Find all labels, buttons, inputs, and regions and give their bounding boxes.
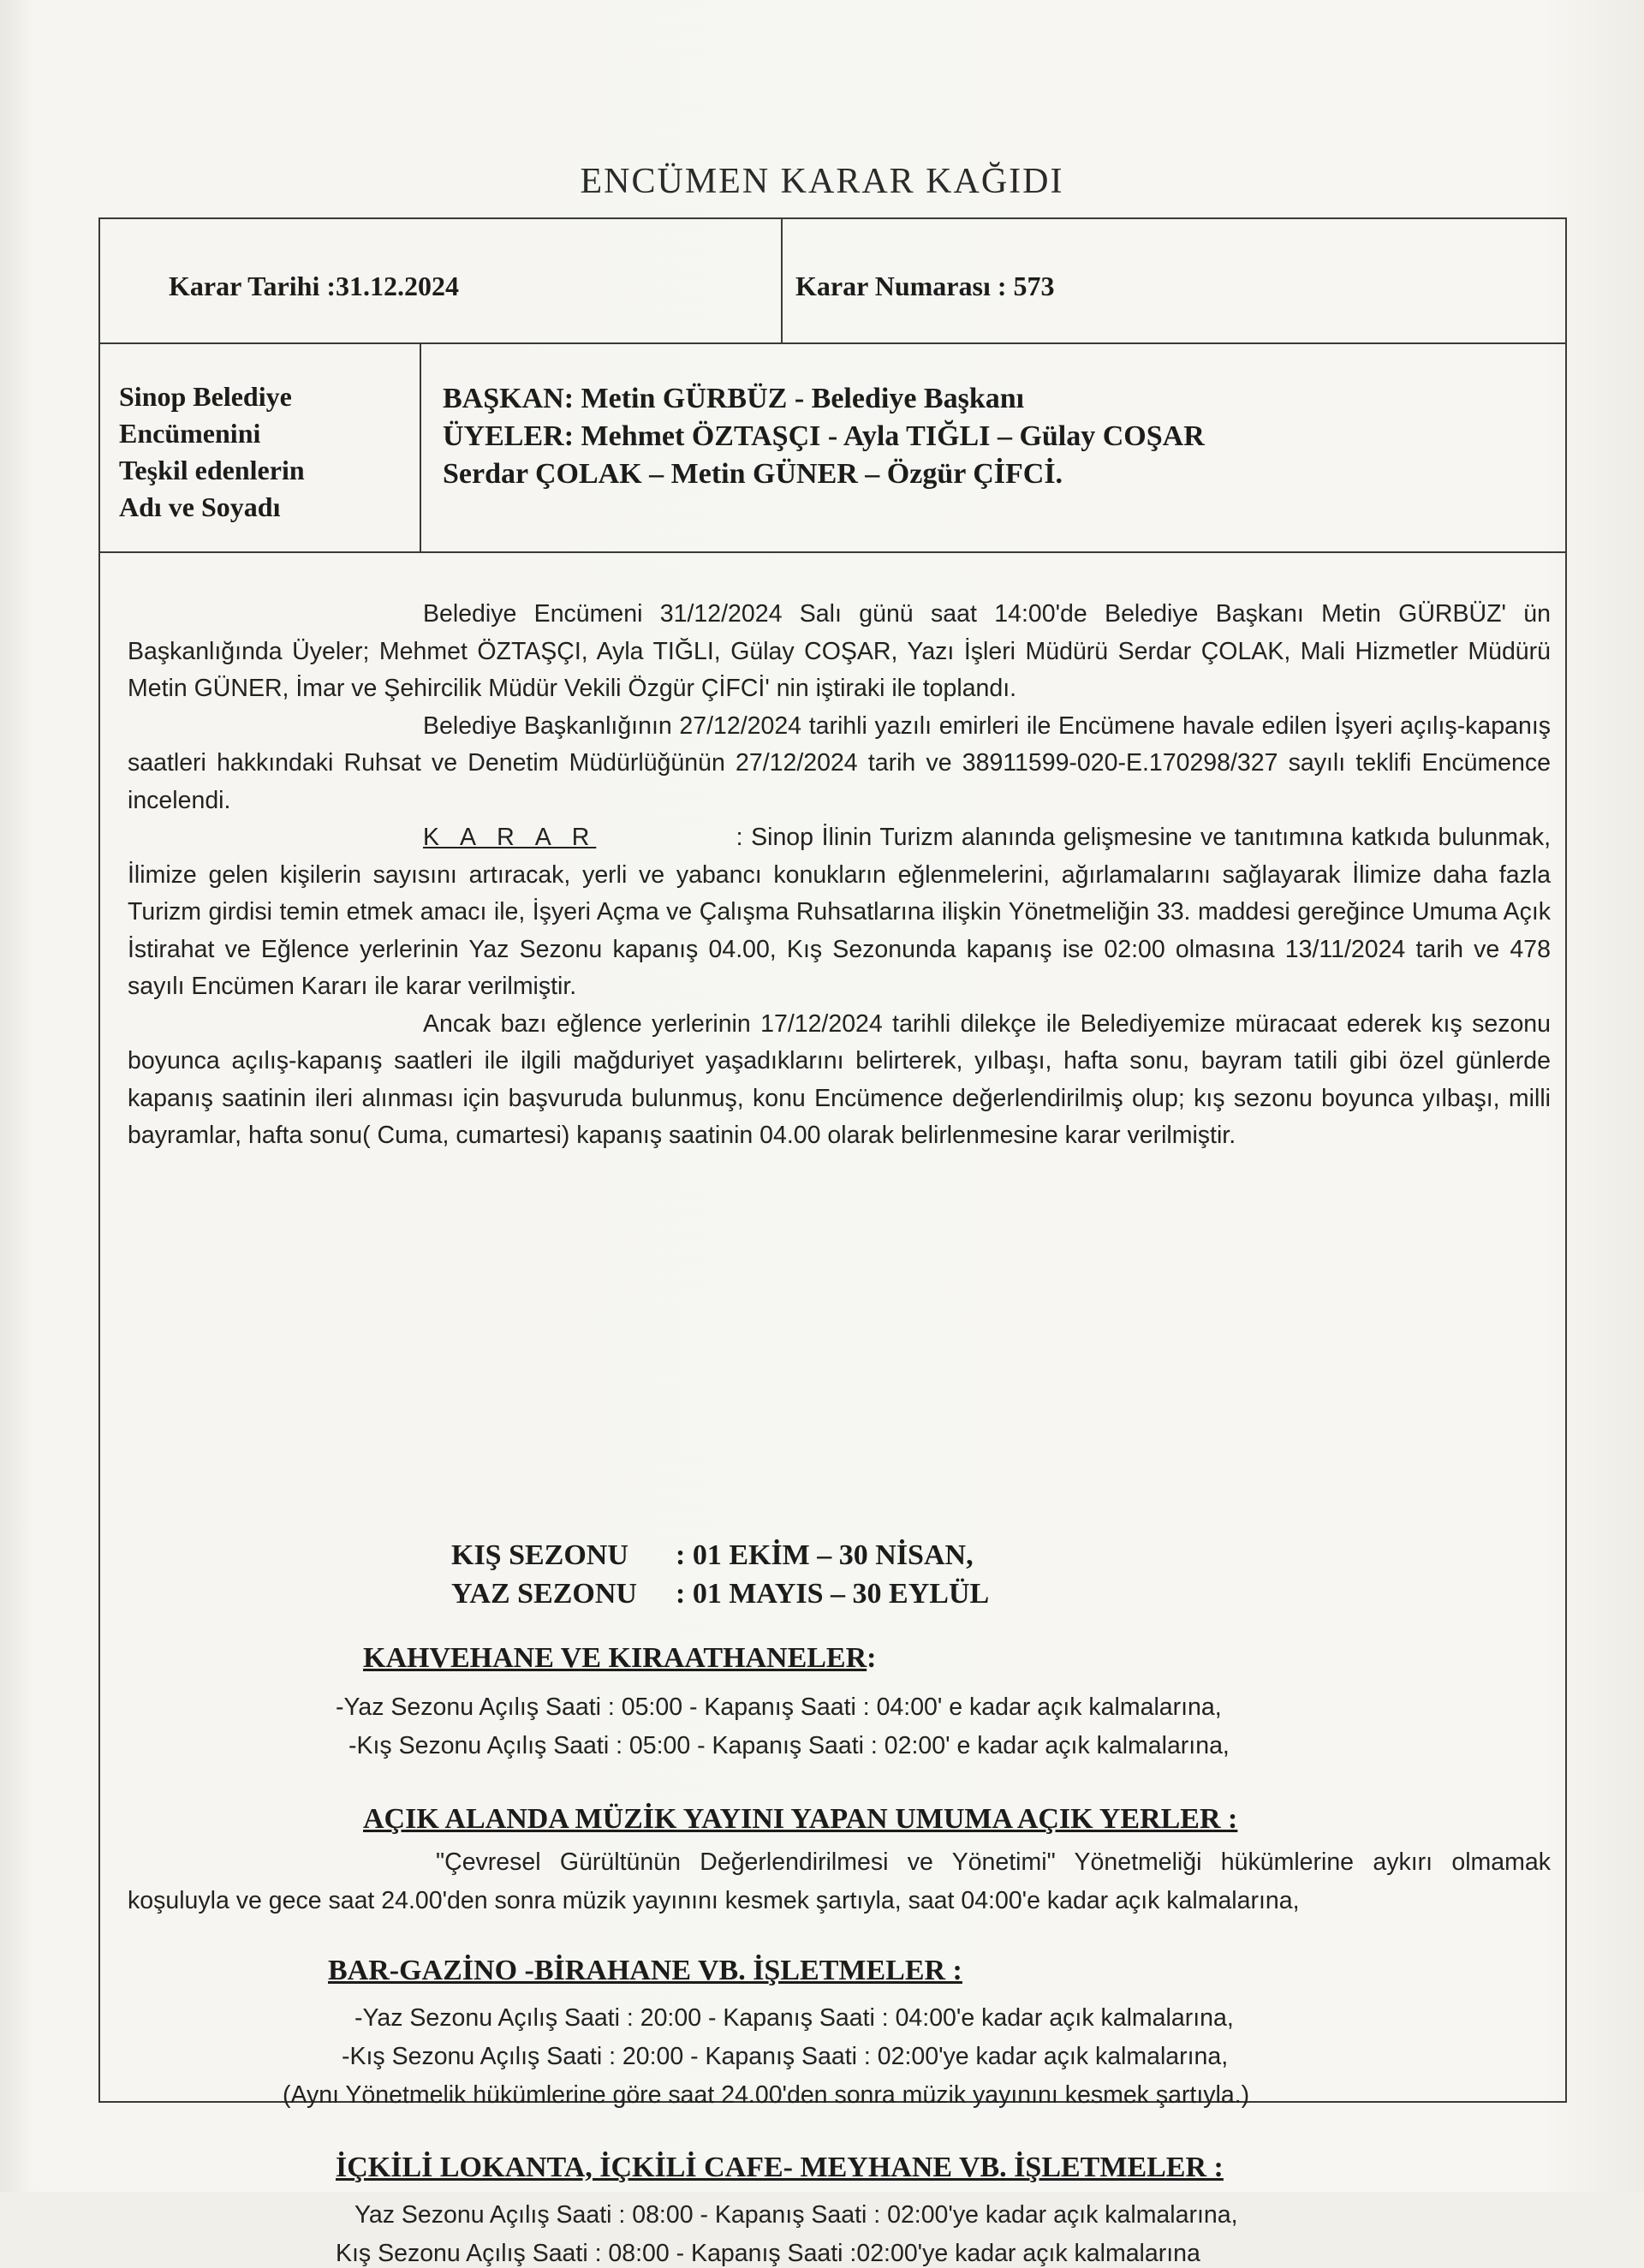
winter-season-range: : 01 EKİM – 30 NİSAN, (676, 1539, 974, 1571)
council-members (443, 380, 1205, 493)
decision-body (128, 596, 1551, 1155)
referral-paragraph: Belediye Başkanlığının 27/12/2024 tarihli yazılı emirleri ile Encümene havale edilen İşyeri açılış-kapanış saatleri hakkındaki Ruhsat ve Denetim Müdürlüğünün 27/12/2024 tarih ve 38911599-020-E.170298/327 sayılı teklifi Encümence incelendi. (128, 711, 1551, 814)
season-dates (451, 1536, 989, 1613)
document-title: ENCÜMEN KARAR KAĞIDI (580, 162, 1064, 201)
kahvehane-heading-colon: : (867, 1642, 877, 1674)
decision-date: Karar Tarihi :31.12.2024 (169, 271, 459, 301)
bar-summer-hours: -Yaz Sezonu Açılış Saati : 20:00 - Kapanış Saati : 04:00'e kadar açık kalmalarına, (354, 2004, 1234, 2032)
date-cell (100, 219, 783, 342)
kahvehane-heading-text: KAHVEHANE VE KIRAATHANELER (363, 1642, 867, 1674)
council-label-line: Teşkil edenlerin (119, 455, 305, 485)
bar-gazino-heading: BAR-GAZİNO -BİRAHANE VB. İŞLETMELER : (328, 1955, 962, 1986)
members-line: ÜYELER: Mehmet ÖZTAŞÇI - Ayla TIĞLI – Gülay COŞAR (443, 420, 1205, 452)
president-line: BAŞKAN: Metin GÜRBÜZ - Belediye Başkanı (443, 383, 1025, 414)
karar-heading: K A R A R (423, 824, 597, 851)
council-label-line: Adı ve Soyadı (119, 491, 281, 522)
kahvehane-heading (363, 1642, 877, 1675)
open-air-music-heading: AÇIK ALANDA MÜZİK YAYINI YAPAN UMUMA AÇIK YERLER : (363, 1803, 1238, 1835)
council-label-cell (100, 342, 421, 551)
open-air-music-paragraph: "Çevresel Gürültünün Değerlendirilmesi ve Yönetimi" Yönetmeliği hükümlerine aykırı olmamak koşuluyla ve gece saat 24.00'den sonra müzik yayınını kesmek şartıyla, saat 04:00'e kadar açık kalmalarına, (128, 1848, 1551, 1914)
ickili-summer-hours: Yaz Sezonu Açılış Saati : 08:00 - Kapanış Saati : 02:00'ye kadar açık kalmalarına, (354, 2201, 1238, 2229)
kahvehane-summer-hours: -Yaz Sezonu Açılış Saati : 05:00 - Kapanış Saati : 04:00' e kadar açık kalmalarına, (336, 1694, 1222, 1721)
open-air-music-text (128, 1843, 1551, 1920)
decision-form-frame (98, 217, 1567, 2267)
council-label-line: Encümenini (119, 418, 261, 449)
winter-season-line (451, 1536, 989, 1575)
ickili-heading: İÇKİLİ LOKANTA, İÇKİLİ CAFE- MEYHANE VB. İŞLETMELER : (336, 2152, 1224, 2183)
members-line: Serdar ÇOLAK – Metin GÜNER – Özgür ÇİFCİ. (443, 458, 1063, 490)
council-label-line: Sinop Belediye (119, 381, 292, 412)
summer-season-range: : 01 MAYIS – 30 EYLÜL (676, 1578, 990, 1610)
application-paragraph: Ancak bazı eğlence yerlerinin 17/12/2024 tarihli dilekçe ile Belediyemize müracaat ederek kış sezonu boyunca açılış-kapanış saatleri ile ilgili mağduriyet yaşadıklarını belirterek, yılbaşı, hafta sonu, bayram tatili gibi özel günlerde kapanış saatinin ileri alınması için başvuruda bulunmuş, konu Encümence değerlendirilmiş olup; kış sezonu boyunca yılbaşı, milli bayramlar, hafta sonu( Cuma, cumartesi) kapanış saatinin 04.00 olarak belirlenmesine karar verilmiştir. (128, 1009, 1551, 1149)
decision-paragraph (128, 819, 1551, 1006)
header-row (100, 219, 1565, 344)
winter-season-label: KIŞ SEZONU (451, 1539, 628, 1571)
council-row (100, 342, 1565, 553)
kahvehane-winter-hours: -Kış Sezonu Açılış Saati : 05:00 - Kapanış Saati : 02:00' e kadar açık kalmalarına, (348, 1732, 1230, 1759)
bar-winter-hours: -Kış Sezonu Açılış Saati : 20:00 - Kapanış Saati : 02:00'ye kadar açık kalmalarına, (342, 2043, 1229, 2070)
summer-season-line (451, 1575, 989, 1613)
decision-text: : Sinop İlinin Turizm alanında gelişmesine ve tanıtımına katkıda bulunmak, İlimize gelen kişilerin sayısını artıracak, yerli ve yabancı konukların eğlenmelerini, ağırlamalarını sağlayarak İlimize daha fazla Turizm girdisi temin etmek amacı ile, İşyeri Açma ve Çalışma Ruhsatlarına ilişkin Yönetmeliğin 33. maddesi gereğince Umuma Açık İstirahat ve Eğlence yerlerinin Yaz Sezonu kapanış 04.00, Kış Sezonunda kapanış ise 02:00 olmasına 13/11/2024 tarih ve 478 sayılı Encümen Kararı ile karar verilmiştir. (128, 824, 1551, 1000)
ickili-winter-hours: Kış Sezonu Açılış Saati : 08:00 - Kapanış Saati :02:00'ye kadar açık kalmalarına (336, 2240, 1200, 2267)
summer-season-label: YAZ SEZONU (451, 1578, 637, 1610)
bar-music-note: (Aynı Yönetmelik hükümlerine göre saat 24.00'den sonra müzik yayınını kesmek şartıyla.) (283, 2081, 1250, 2109)
meeting-paragraph: Belediye Encümeni 31/12/2024 Salı günü saat 14:00'de Belediye Başkanı Metin GÜRBÜZ' ün Başkanlığında Üyeler; Mehmet ÖZTAŞÇI, Ayla TIĞLI, Gülay COŞAR, Yazı İşleri Müdürü Serdar ÇOLAK, Mali Hizmetler Müdürü Metin GÜNER, İmar ve Şehircilik Müdür Vekili Özgür ÇİFCİ' nin iştiraki ile toplandı. (128, 600, 1551, 702)
council-label (119, 378, 305, 526)
decision-number: Karar Numarası : 573 (795, 271, 1055, 301)
